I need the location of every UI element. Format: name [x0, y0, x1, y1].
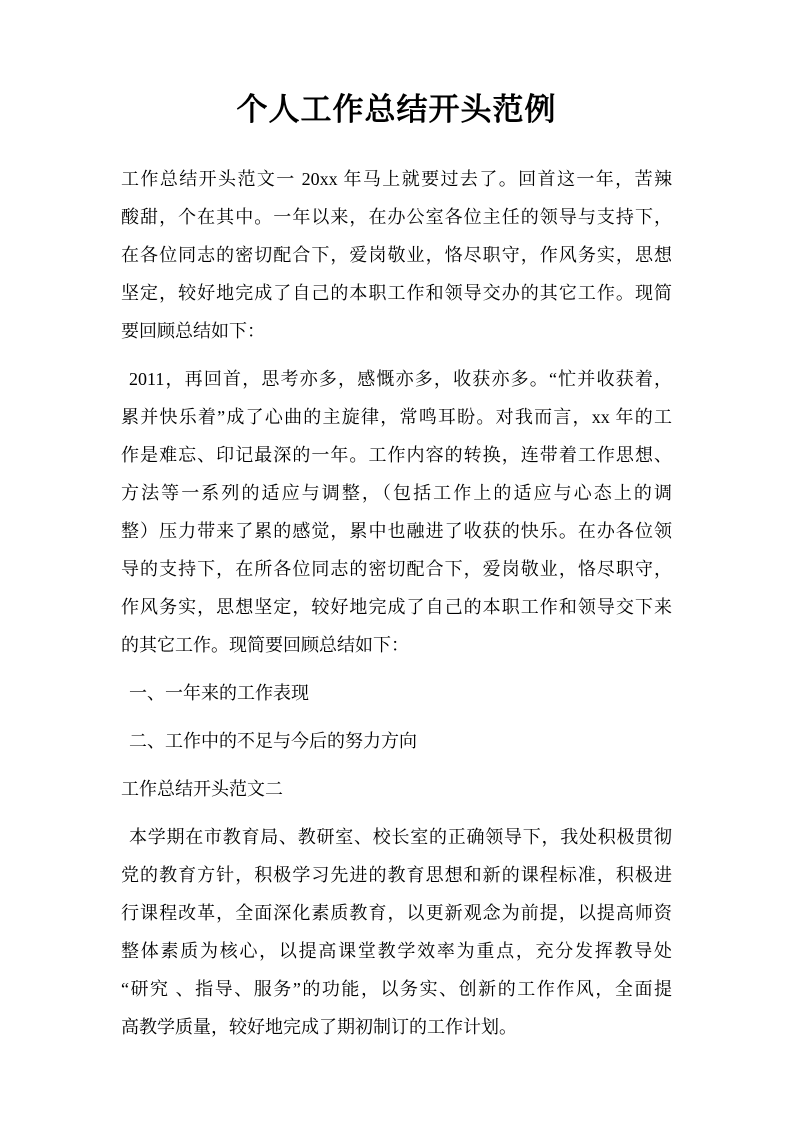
text-line: 一、一年来的工作表现 [129, 683, 309, 703]
text-line: 工作总结开头范文二 [121, 779, 283, 799]
text-line: 作是难忘、印记最深的一年。工作内容的转换，连带着工作思想、 [121, 445, 672, 465]
paragraph [121, 160, 672, 350]
text-line: 整）压力带来了累的感觉，累中也融进了收获的快乐。在办各位领 [121, 521, 672, 541]
text-line: 在各位同志的密切配合下，爱岗敬业，恪尽职守，作风务实，思想 [121, 245, 672, 265]
document-body [121, 160, 672, 1046]
paragraph [121, 818, 672, 1046]
text-line: 累并快乐着”成了心曲的主旋律，常鸣耳盼。对我而言，xx 年的工 [121, 407, 672, 427]
text-line: 作风务实，思想坚定，较好地完成了自己的本职工作和领导交下来 [121, 597, 672, 617]
text-line: 要回顾总结如下： [121, 321, 265, 341]
paragraph [121, 360, 672, 664]
section-heading [121, 722, 672, 760]
text-line: 整体素质为核心，以提高课堂教学效率为重点，充分发挥教导处 [121, 941, 672, 961]
text-line: 2011，再回首，思考亦多，感慨亦多，收获亦多。“忙并收获着， [129, 369, 672, 389]
text-line: 的其它工作。现简要回顾总结如下： [121, 635, 409, 655]
text-line: “研究 、指导、服务”的功能，以务实、创新的工作作风，全面提 [121, 979, 672, 999]
text-line: 行课程改革，全面深化素质教育，以更新观念为前提，以提高师资 [121, 903, 672, 923]
text-line: 高教学质量，较好地完成了期初制订的工作计划。 [121, 1017, 517, 1037]
text-line: 方法等一系列的适应与调整，（包括工作上的适应与心态上的调 [121, 483, 672, 503]
text-line: 坚定，较好地完成了自己的本职工作和领导交办的其它工作。现简 [121, 283, 672, 303]
text-line: 导的支持下，在所各位同志的密切配合下，爱岗敬业，恪尽职守， [121, 559, 672, 579]
document-title: 个人工作总结开头范例 [236, 92, 557, 127]
text-line: 二、工作中的不足与今后的努力方向 [129, 731, 417, 751]
text-line: 党的教育方针，积极学习先进的教育思想和新的课程标准，积极进 [121, 865, 672, 885]
section-heading [121, 674, 672, 712]
text-line: 本学期在市教育局、教研室、校长室的正确领导下，我处积极贯彻 [129, 827, 672, 847]
text-line: 酸甜，个在其中。一年以来，在办公室各位主任的领导与支持下， [121, 207, 672, 227]
section-label [121, 770, 672, 808]
text-line: 工作总结开头范文一 20xx 年马上就要过去了。回首这一年，苦辣 [121, 169, 672, 189]
